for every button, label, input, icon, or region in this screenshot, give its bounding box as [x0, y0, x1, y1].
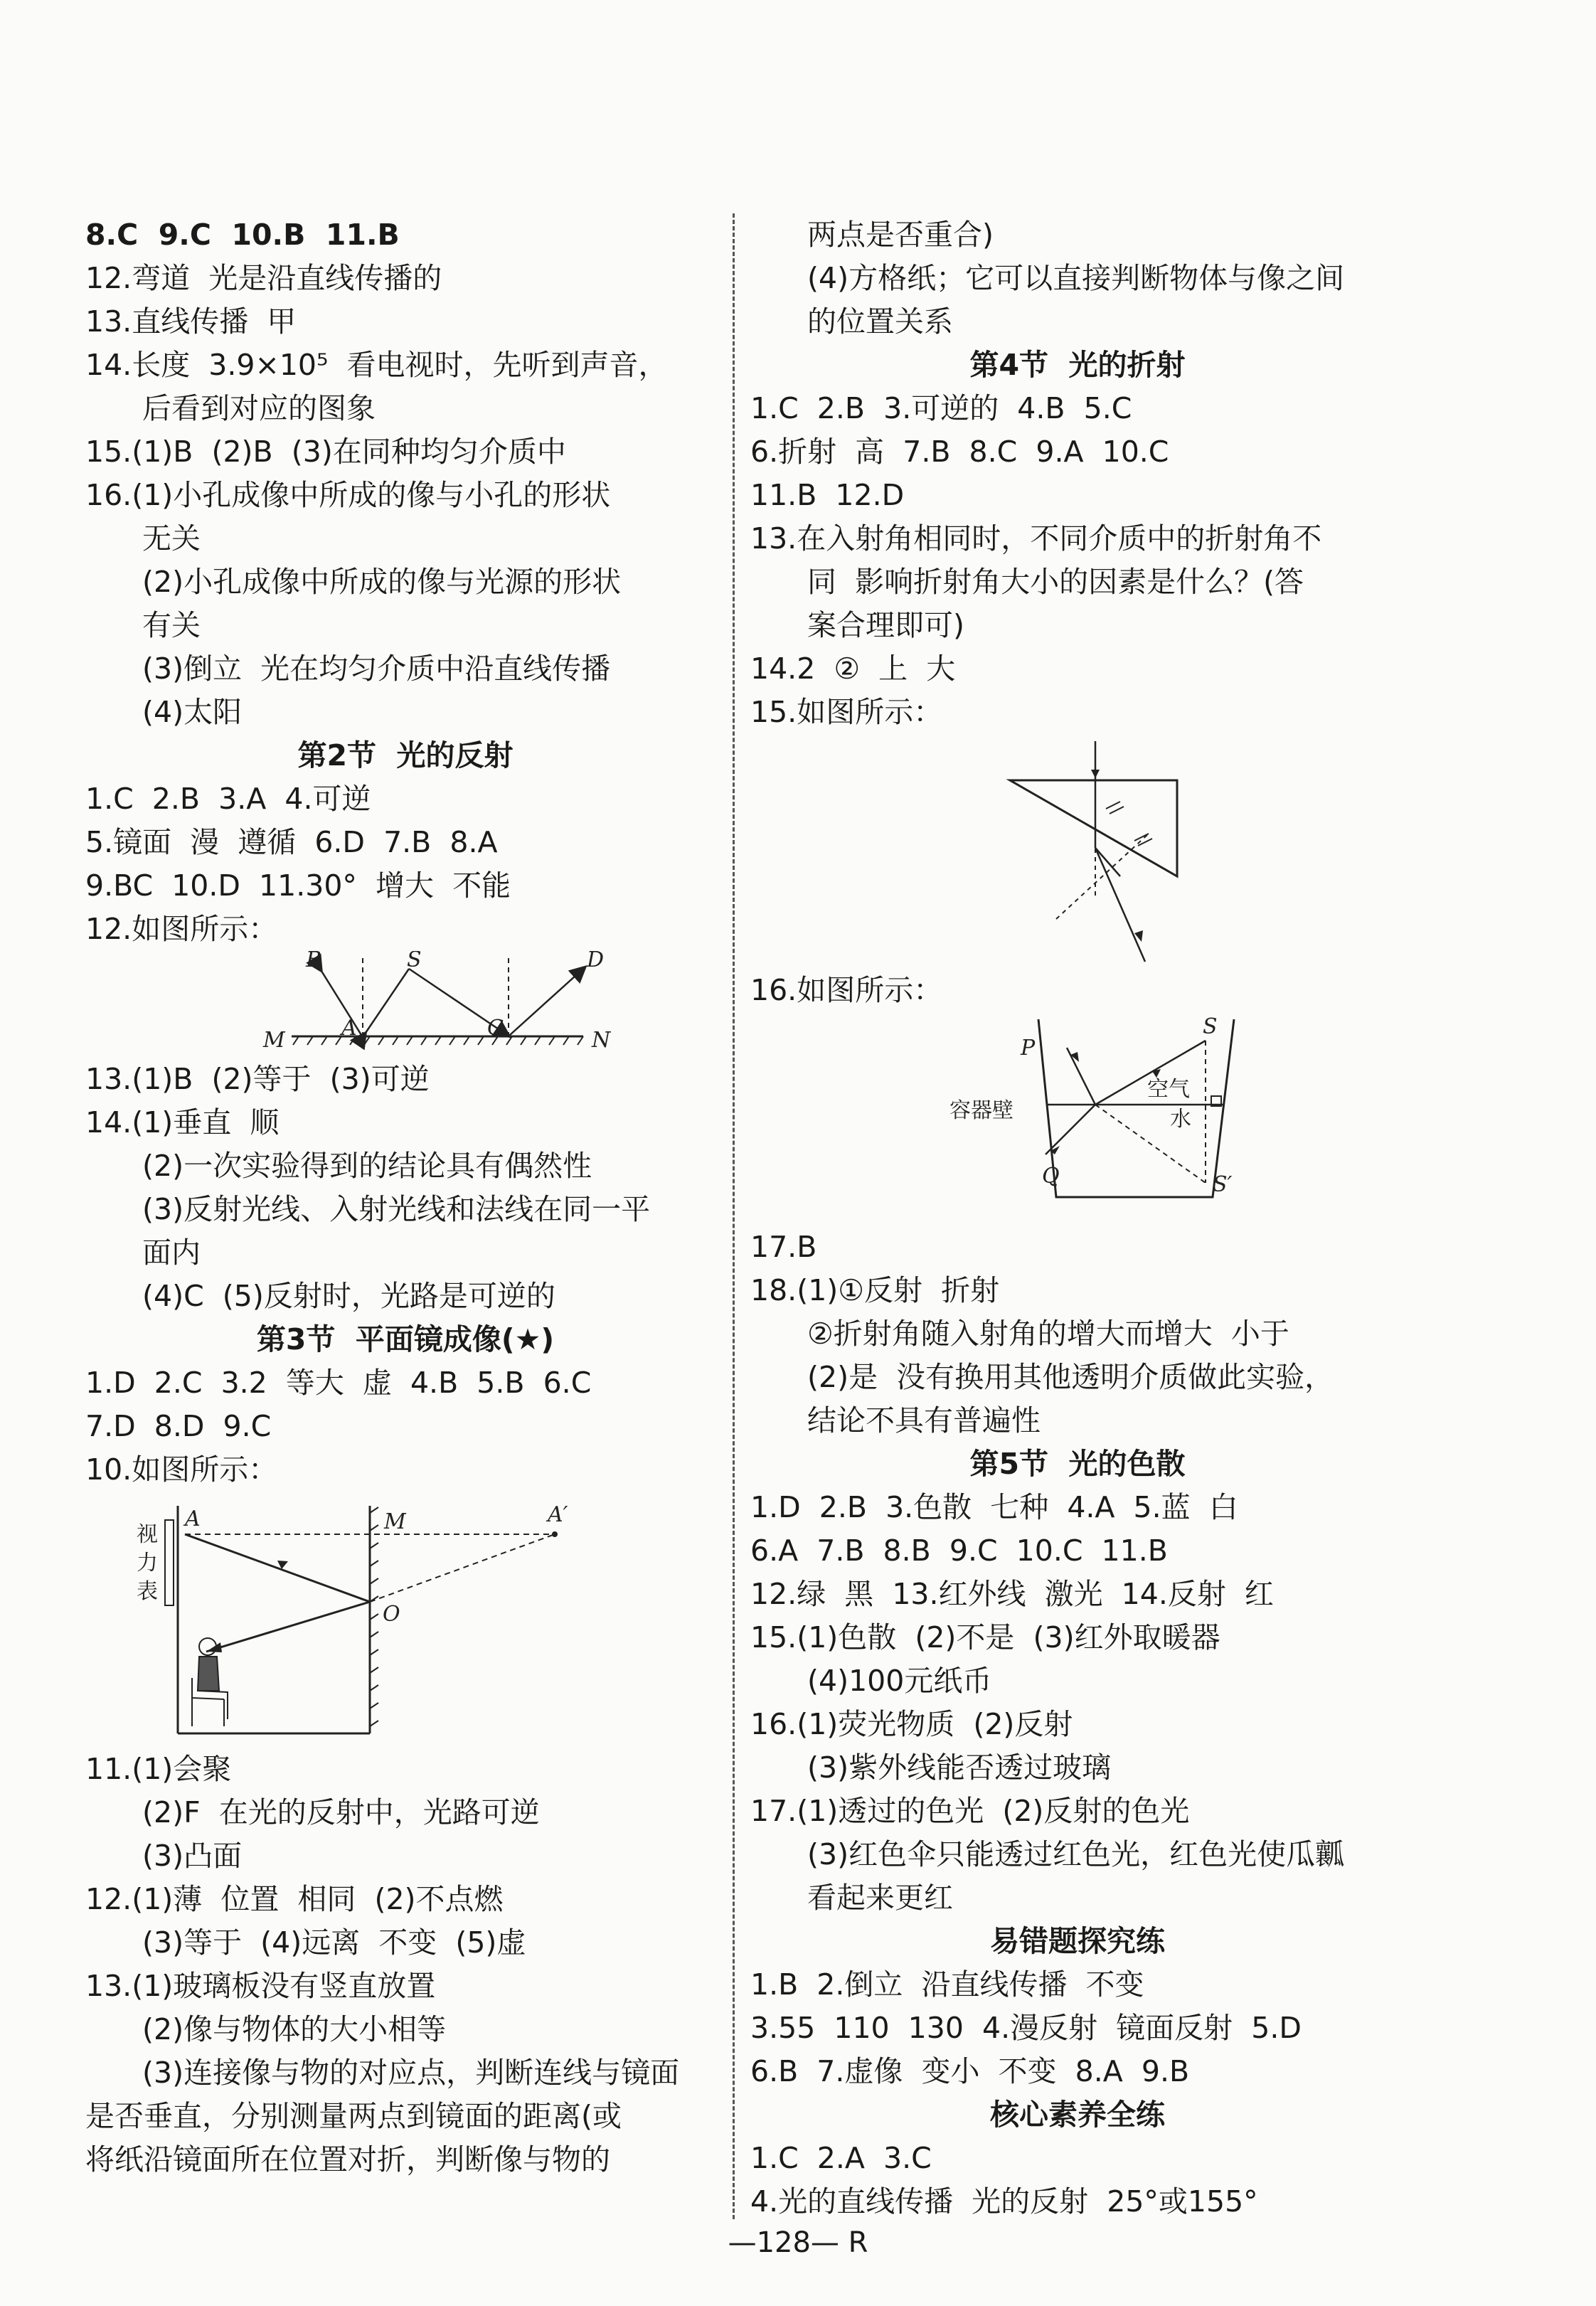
answer-line: (2)F 在光的反射中，光路可逆	[142, 1795, 540, 1829]
answer-line: 14.长度 3.9×10⁵ 看电视时，先听到声音，	[85, 348, 668, 382]
answer-line: 8.C 9.C 10.B 11.B	[85, 218, 400, 252]
answer-line: 10.如图所示：	[85, 1452, 278, 1487]
answer-line: (2)一次实验得到的结论具有偶然性	[142, 1149, 592, 1183]
label-A: A	[185, 1507, 201, 1531]
label-C: C	[487, 1016, 504, 1041]
answer-line: 3.55 110 130 4.漫反射 镜面反射 5.D	[750, 2011, 1302, 2045]
label-container-wall: 容器壁	[949, 1098, 1014, 1123]
answer-line: 14.2 ② 上 大	[750, 652, 956, 686]
label-air: 空气	[1147, 1077, 1190, 1102]
label-A: A	[341, 1016, 357, 1041]
prism-refraction-diagram	[750, 734, 1405, 969]
answer-line: 11.(1)会聚	[85, 1752, 232, 1786]
answer-line: (3)凸面	[142, 1839, 243, 1873]
answer-line: 16.(1)荧光物质 (2)反射	[750, 1707, 1073, 1741]
answer-line: 1.B 2.倒立 沿直线传播 不变	[750, 1967, 1144, 2002]
label-D: D	[587, 951, 605, 972]
answer-line: 16.(1)小孔成像中所成的像与小孔的形状	[85, 478, 611, 512]
answer-line: 15.(1)色散 (2)不是 (3)红外取暖器	[750, 1620, 1220, 1654]
column-divider	[733, 213, 735, 2219]
answer-line: (4)100元纸币	[807, 1664, 992, 1698]
answer-line: 13.(1)B (2)等于 (3)可逆	[85, 1062, 430, 1096]
right-column	[750, 213, 1405, 2223]
answer-line: (3)紫外线能否透过玻璃	[807, 1750, 1112, 1785]
label-water: 水	[1170, 1107, 1191, 1132]
answer-line: 15.(1)B (2)B (3)在同种均匀介质中	[85, 435, 566, 469]
answer-line: 13.直线传播 甲	[85, 304, 297, 339]
answer-line: 17.B	[750, 1230, 817, 1264]
answer-line: 面内	[142, 1236, 201, 1270]
answer-line: 1.D 2.B 3.色散 七种 4.A 5.蓝 白	[750, 1490, 1238, 1524]
answer-line: 1.C 2.B 3.可逆的 4.B 5.C	[750, 391, 1132, 425]
answer-line: 12.绿 黑 13.红外线 激光 14.反射 红	[750, 1577, 1274, 1611]
answer-line: (3)等于 (4)远离 不变 (5)虚	[142, 1925, 526, 1960]
left-column	[85, 213, 725, 2182]
section-title: 核心素养全练	[990, 2098, 1165, 2132]
container-refraction-diagram	[750, 1012, 1405, 1226]
answer-line: (4)C (5)反射时，光路是可逆的	[142, 1279, 555, 1313]
chart-label-3: 表	[137, 1579, 158, 1604]
reflection-diagram	[85, 951, 725, 1058]
answer-line: 6.折射 高 7.B 8.C 9.A 10.C	[750, 435, 1169, 469]
answer-line: 的位置关系	[807, 304, 953, 339]
answer-line: 1.C 2.B 3.A 4.可逆	[85, 782, 371, 816]
answer-line: 16.如图所示：	[750, 973, 943, 1007]
answer-line: 1.D 2.C 3.2 等大 虚 4.B 5.B 6.C	[85, 1366, 592, 1400]
label-P: P	[1021, 1036, 1036, 1061]
answer-line: 是否垂直，分别测量两点到镜面的距离(或	[85, 2099, 622, 2133]
answer-line: (3)倒立 光在均匀介质中沿直线传播	[142, 652, 611, 686]
answer-line: 同 影响折射角大小的因素是什么？(答	[807, 565, 1304, 599]
answer-line: 两点是否重合)	[807, 218, 994, 252]
answer-line: (2)像与物体的大小相等	[142, 2012, 447, 2046]
answer-line: 有关	[142, 608, 201, 642]
plane-mirror-diagram	[85, 1492, 725, 1748]
answer-line: 将纸沿镜面所在位置对折，判断像与物的	[85, 2142, 610, 2177]
answer-line: 13.(1)玻璃板没有竖直放置	[85, 1969, 436, 2003]
answer-line: 4.光的直线传播 光的反射 25°或155°	[750, 2184, 1258, 2219]
answer-line: 6.A 7.B 8.B 9.C 10.C 11.B	[750, 1534, 1168, 1568]
answer-line: (4)方格纸；它可以直接判断物体与像之间	[807, 261, 1345, 295]
answer-line: 12.(1)薄 位置 相同 (2)不点燃	[85, 1882, 504, 1916]
answer-line: (3)反射光线、入射光线和法线在同一平	[142, 1192, 651, 1226]
answer-line: 结论不具有普遍性	[807, 1403, 1041, 1438]
answer-line: (2)是 没有换用其他透明介质做此实验，	[807, 1360, 1334, 1394]
answer-line: 无关	[142, 521, 201, 556]
section-title: 第4节 光的折射	[969, 348, 1186, 382]
label-S: S	[1203, 1014, 1218, 1039]
label-Q: Q	[1042, 1164, 1060, 1189]
answer-line: 18.(1)①反射 折射	[750, 1273, 1000, 1307]
answer-line: 12.弯道 光是沿直线传播的	[85, 261, 442, 295]
answer-line: 11.B 12.D	[750, 478, 905, 512]
answer-line: 17.(1)透过的色光 (2)反射的色光	[750, 1794, 1190, 1828]
chart-label-1: 视	[137, 1522, 158, 1547]
label-S: S	[407, 951, 422, 972]
answer-line: 看起来更红	[807, 1881, 953, 1915]
section-title: 第3节 平面镜成像(★)	[256, 1322, 555, 1356]
answer-line: 后看到对应的图象	[142, 391, 376, 425]
answer-line: (4)太阳	[142, 695, 243, 729]
label-O: O	[383, 1602, 400, 1627]
answer-line: (3)红色伞只能透过红色光，红色光使瓜瓤	[807, 1837, 1345, 1871]
label-M: M	[263, 1028, 285, 1053]
label-A-prime: A′	[548, 1502, 568, 1527]
answer-line: 5.镜面 漫 遵循 6.D 7.B 8.A	[85, 825, 498, 859]
answer-line: 6.B 7.虚像 变小 不变 8.A 9.B	[750, 2054, 1190, 2088]
label-B: B	[306, 951, 322, 972]
label-M: M	[384, 1509, 406, 1534]
answer-line: 15.如图所示：	[750, 695, 943, 729]
answer-line: (2)小孔成像中所成的像与光源的形状	[142, 565, 622, 599]
label-N: N	[592, 1028, 611, 1053]
section-title: 第2节 光的反射	[297, 738, 514, 772]
section-title: 易错题探究练	[990, 1924, 1165, 1958]
answer-line: 13.在入射角相同时，不同介质中的折射角不	[750, 521, 1322, 556]
answer-line: 14.(1)垂直 顺	[85, 1105, 280, 1139]
label-S-prime: S′	[1213, 1172, 1233, 1197]
answer-line: ②折射角随入射角的增大而增大 小于	[807, 1317, 1289, 1351]
answer-line: 12.如图所示：	[85, 912, 278, 946]
section-title: 第5节 光的色散	[969, 1447, 1186, 1481]
page-number: —128— R	[728, 2226, 868, 2259]
answer-line: 9.BC 10.D 11.30° 增大 不能	[85, 868, 511, 903]
chart-label-2: 力	[137, 1551, 158, 1576]
answer-line: 1.C 2.A 3.C	[750, 2141, 932, 2175]
answer-line: 案合理即可)	[807, 608, 964, 642]
answer-line: (3)连接像与物的对应点，判断连线与镜面	[142, 2056, 680, 2090]
answer-line: 7.D 8.D 9.C	[85, 1409, 272, 1443]
